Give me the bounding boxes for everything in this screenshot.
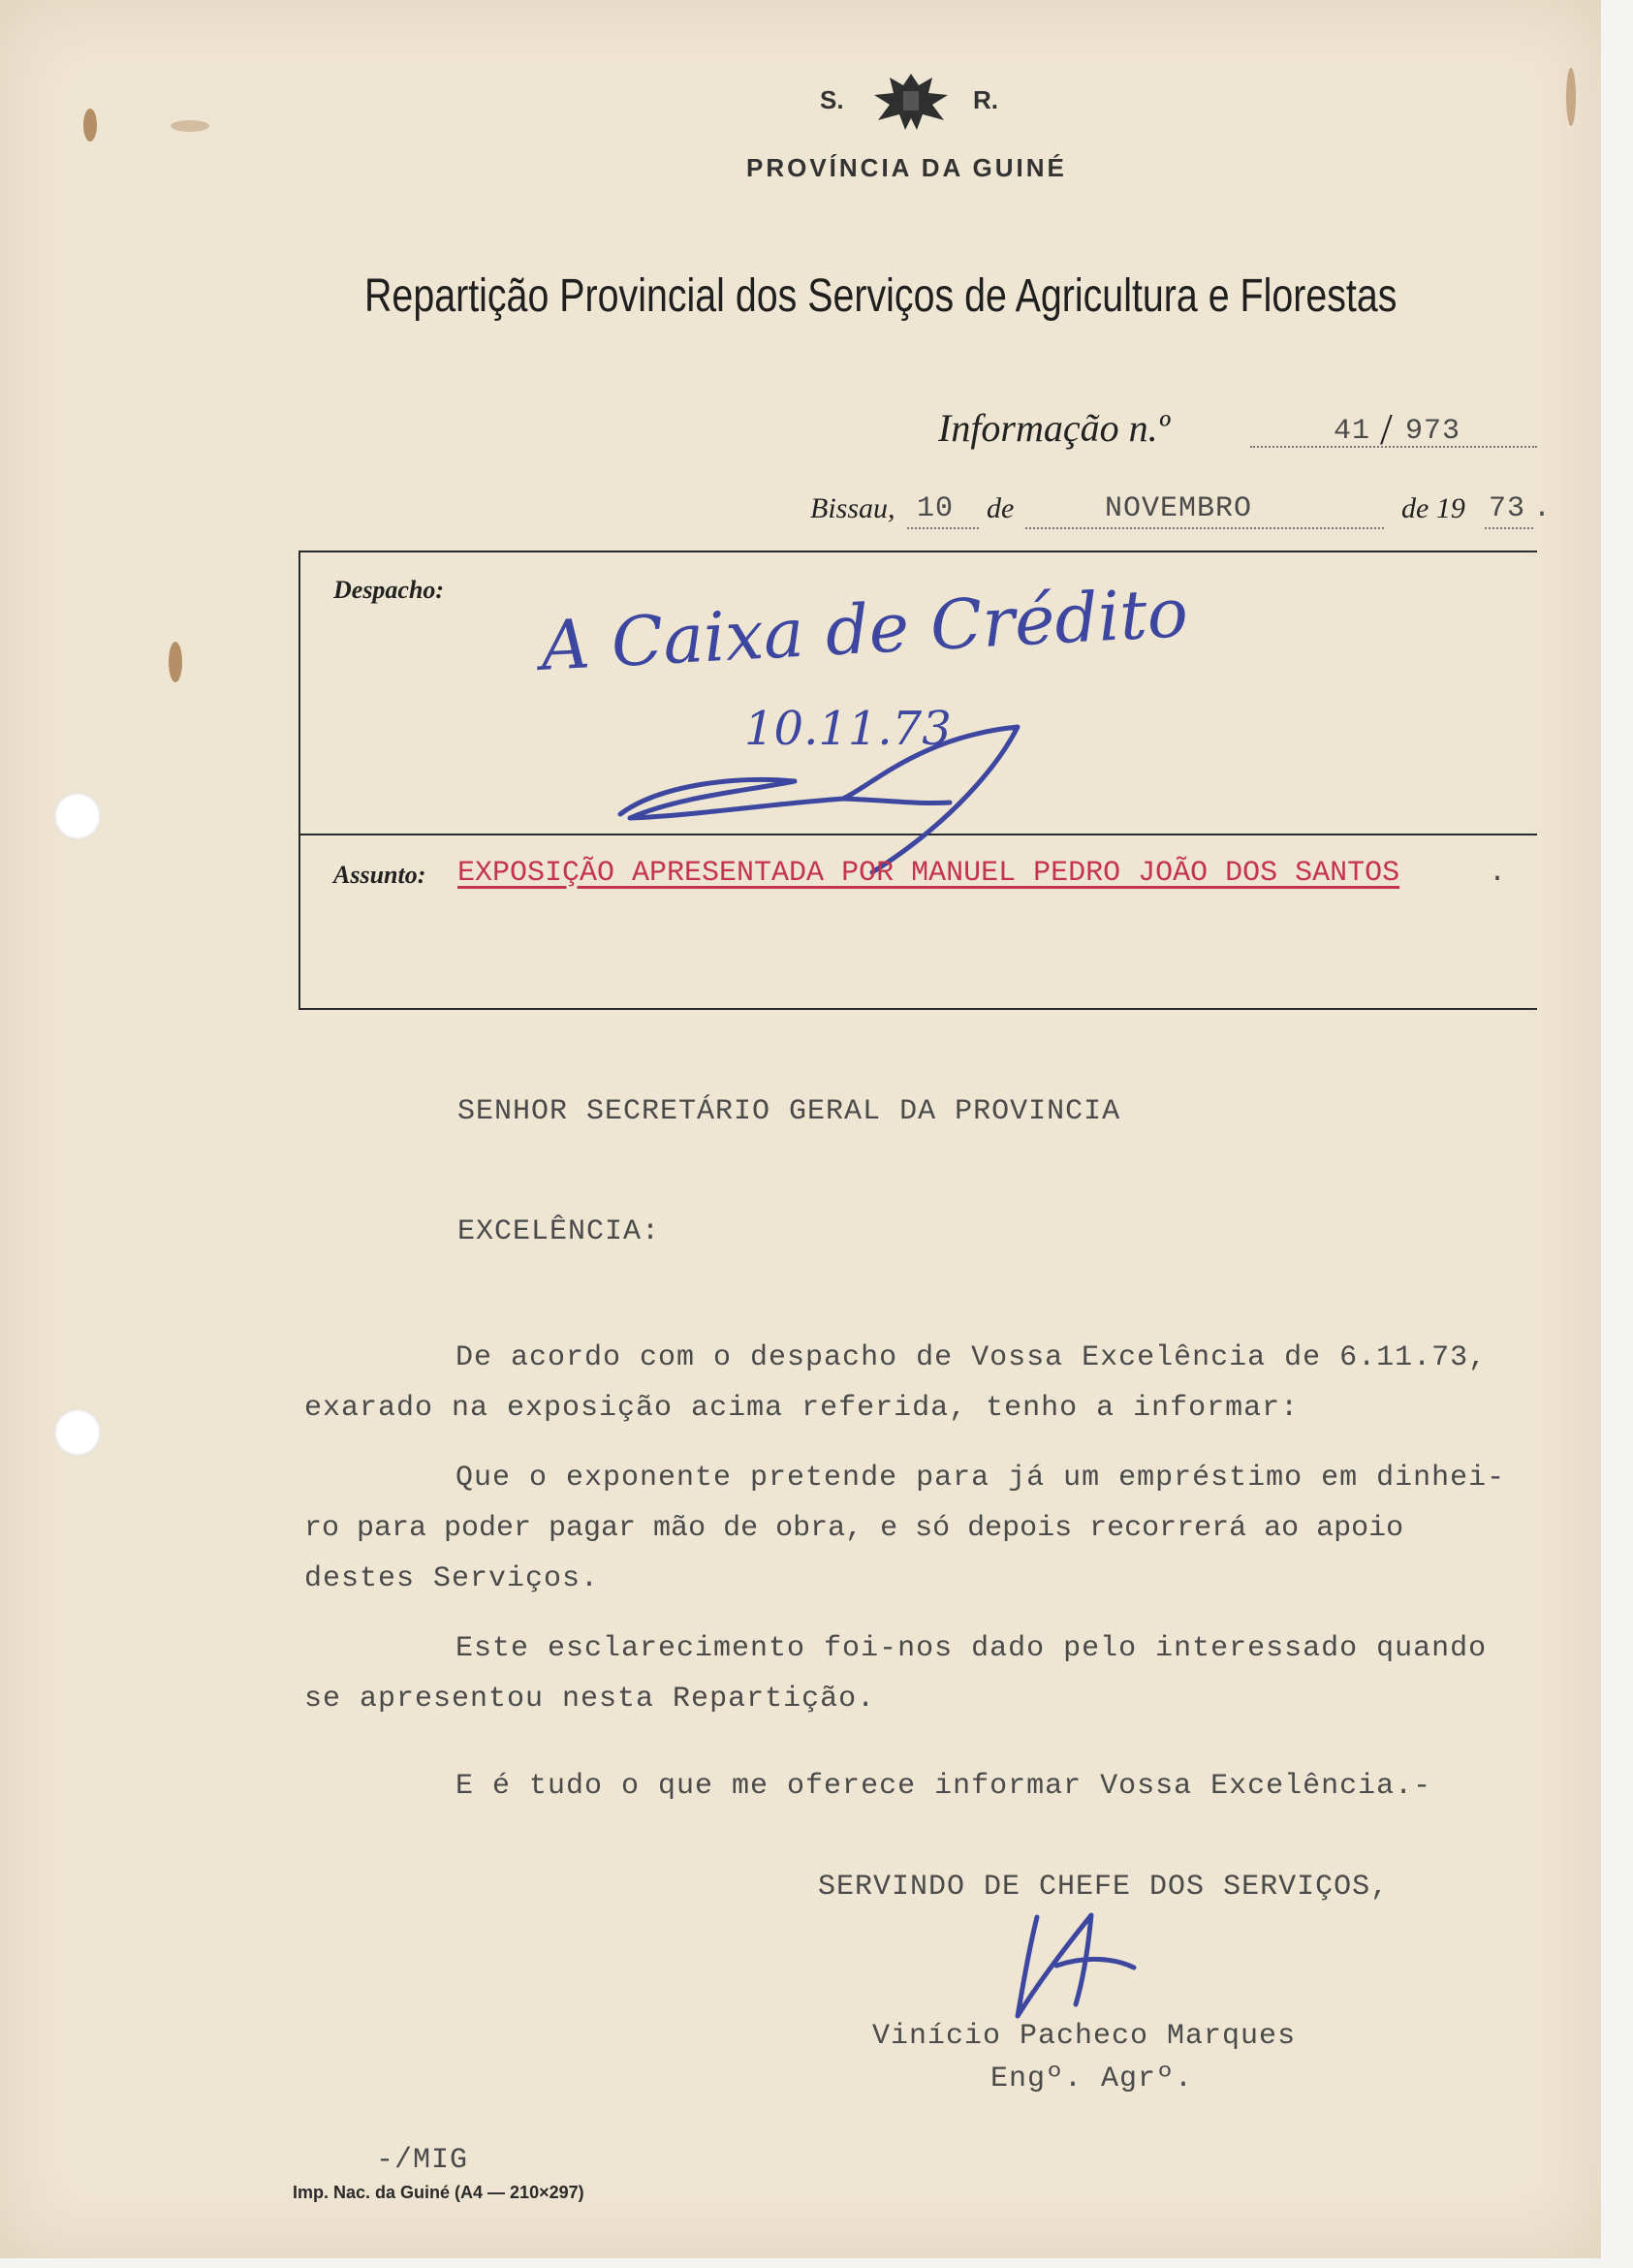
rust-stain xyxy=(1566,68,1576,126)
assunto-label: Assunto: xyxy=(333,861,426,889)
date-day: 10 xyxy=(917,492,955,525)
punch-hole-bottom xyxy=(54,1409,101,1456)
province-title: PROVÍNCIA DA GUINÉ xyxy=(746,153,1067,182)
department-title: Repartição Provincial dos Serviços de Agricultura e Florestas xyxy=(364,270,1397,322)
date-month: NOVEMBRO xyxy=(1105,492,1253,525)
box-bottom-border xyxy=(298,1008,1537,1010)
despacho-handwritten-date: 10.11.73 xyxy=(744,702,952,756)
signature-title: Engº. Agrº. xyxy=(990,2063,1194,2095)
salutation: EXCELÊNCIA: xyxy=(457,1215,661,1248)
despacho-label: Despacho: xyxy=(333,576,445,604)
body-line: se apresentou nesta Repartição. xyxy=(304,1683,876,1716)
info-slash: / xyxy=(1380,404,1393,454)
info-number: 41 xyxy=(1334,415,1371,448)
date-de: de xyxy=(987,492,1015,524)
body-line: Este esclarecimento foi-nos dado pelo interessado quando xyxy=(455,1632,1488,1665)
info-year-code: 973 xyxy=(1405,415,1461,448)
signature-role: SERVINDO DE CHEFE DOS SERVIÇOS, xyxy=(818,1871,1390,1904)
date-year: 73 xyxy=(1489,492,1526,525)
body-line: E é tudo o que me oferece informar Vossa Excelência.- xyxy=(455,1770,1432,1803)
despacho-signature-scribble xyxy=(601,708,1047,882)
addressee: SENHOR SECRETÁRIO GERAL DA PROVINCIA xyxy=(457,1095,1121,1128)
rust-stain xyxy=(83,109,97,142)
body-line: destes Serviços. xyxy=(304,1562,600,1595)
date-period: . xyxy=(1533,492,1553,525)
date-month-line xyxy=(1025,527,1384,529)
date-year-line xyxy=(1485,527,1533,529)
assunto-text: EXPOSIÇÃO APRESENTADA POR MANUEL PEDRO JOÃO DOS SANTOS xyxy=(457,857,1400,890)
handwritten-signature xyxy=(998,1898,1153,2024)
seal-letter-right: R. xyxy=(973,85,998,114)
body-line: exarado na exposição acima referida, tenho a informar: xyxy=(304,1392,1300,1425)
body-line: Que o exponente pretende para já um empréstimo em dinhei- xyxy=(455,1462,1506,1495)
printer-mark: Imp. Nac. da Guiné (A4 — 210×297) xyxy=(293,2183,584,2202)
seal-letter-left: S. xyxy=(820,85,844,114)
body-line: De acordo com o despacho de Vossa Excelência de 6.11.73, xyxy=(455,1341,1488,1374)
punch-hole-top xyxy=(54,793,101,839)
rust-stain xyxy=(171,120,209,132)
assunto-period: . xyxy=(1489,857,1508,890)
box-top-border xyxy=(298,551,1537,552)
rust-stain xyxy=(169,642,182,682)
info-dotted-line xyxy=(1250,446,1537,448)
date-day-line xyxy=(907,527,979,529)
info-label: Informação n.º xyxy=(938,406,1171,450)
date-century: de 19 xyxy=(1401,492,1465,524)
typist-initials: -/MIG xyxy=(376,2144,469,2177)
box-left-border xyxy=(298,551,300,1008)
coat-of-arms-icon xyxy=(863,68,959,136)
signature-name: Vinício Pacheco Marques xyxy=(872,2020,1297,2053)
despacho-handwritten-note: A Caixa de Crédito xyxy=(539,573,1190,686)
body-line: ro para poder pagar mão de obra, e só depois recorrerá ao apoio xyxy=(304,1512,1404,1545)
date-city: Bissau, xyxy=(810,492,895,524)
